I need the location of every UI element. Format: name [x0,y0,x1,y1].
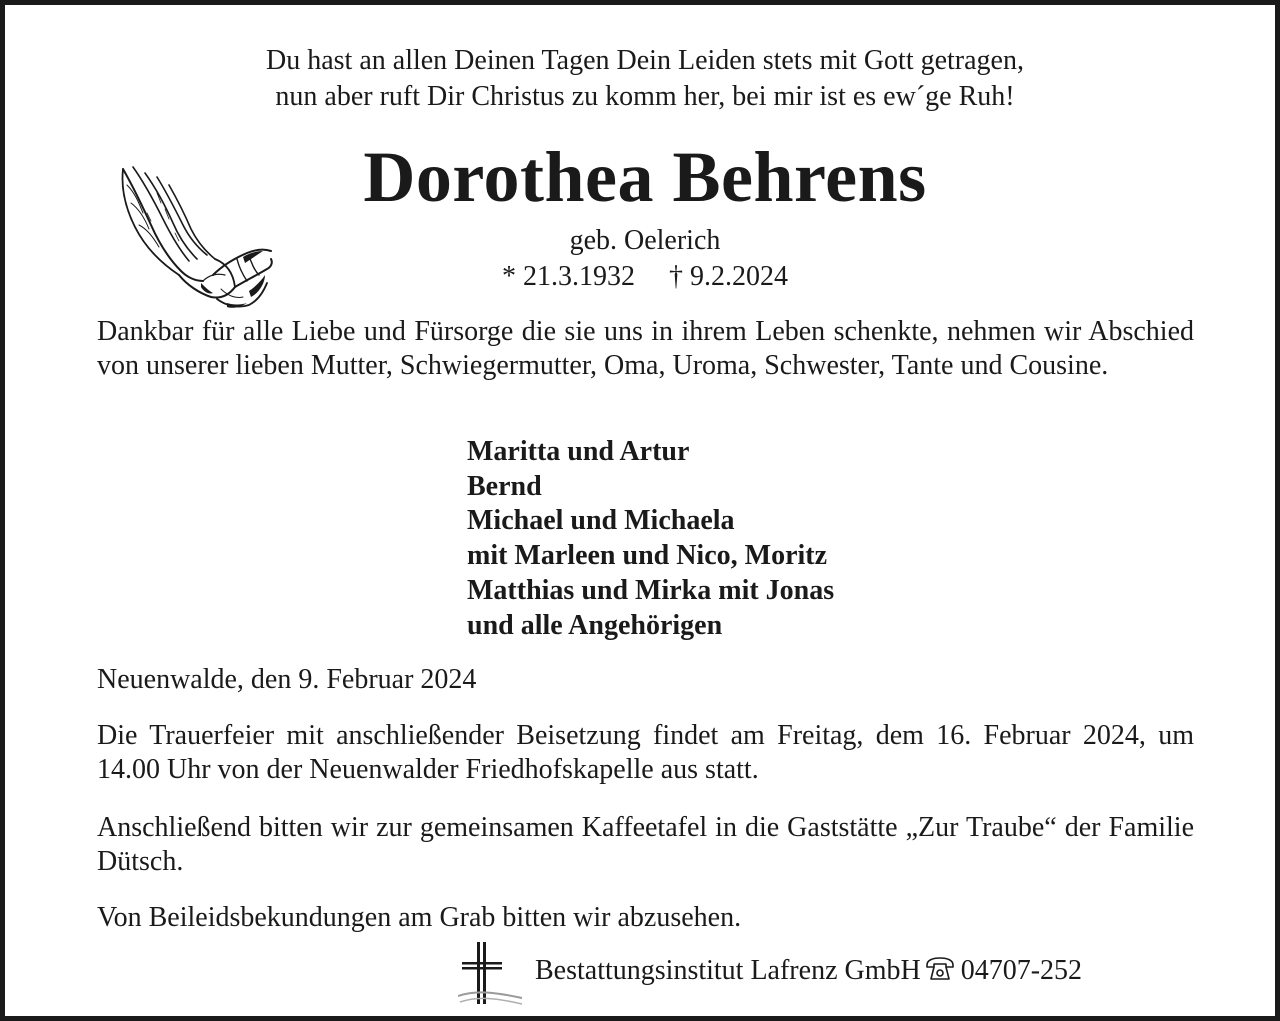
farewell-paragraph: Dankbar für alle Liebe und Fürsorge die sie uns in ihrem Leben schenkte, nehmen wir Abschied von unserer lieben Mutter, Schwiegermutter, Oma, Uroma, Schwester, Tante und Cousine. [97,316,1194,381]
mourner-line: Michael und Michaela [467,505,735,537]
birth-name: geb. Oelerich [569,225,721,256]
telephone-icon [925,955,955,979]
condolence-paragraph: Von Beileidsbekundungen am Grab bitten wir abzusehen. [97,902,742,933]
undertaker-name: Bestattungsinstitut Lafrenz GmbH [535,955,921,986]
birth-date: * 21.3.1932 [502,261,635,292]
mourner-line: und alle Angehörigen [467,609,723,641]
coffee-paragraph: Anschließend bitten wir zur gemeinsamen Kaffeetafel in die Gaststätte „Zur Traube“ der Familie Dütsch. [97,812,1194,877]
funeral-paragraph: Die Trauerfeier mit anschließender Beisetzung findet am Freitag, dem 16. Februar 2024, um 14.00 Uhr von der Neuenwalder Friedhofskapelle aus statt. [97,720,1194,785]
deceased-name: Dorothea Behrens [363,137,927,217]
mourner-line: Matthias und Mirka mit Jonas [467,574,835,606]
verse-line-2: nun aber ruft Dir Christus zu komm her, bei mir ist es ew´ge Ruh! [275,81,1015,112]
mourner-line: Maritta und Artur [467,436,690,467]
cross-icon [458,940,524,1010]
verse-line-1: Du hast an allen Deinen Tagen Dein Leiden stets mit Gott getragen, [266,45,1024,76]
mourner-line: Bernd [467,470,542,502]
mourners-list [467,435,834,643]
mourner-line: mit Marleen und Nico, Moritz [467,540,828,572]
life-dates [5,260,1280,294]
death-date: † 9.2.2024 [669,261,788,292]
undertaker-line [535,953,1082,989]
undertaker-phone: 04707-252 [960,955,1083,986]
place-date: Neuenwalde, den 9. Februar 2024 [97,664,477,695]
